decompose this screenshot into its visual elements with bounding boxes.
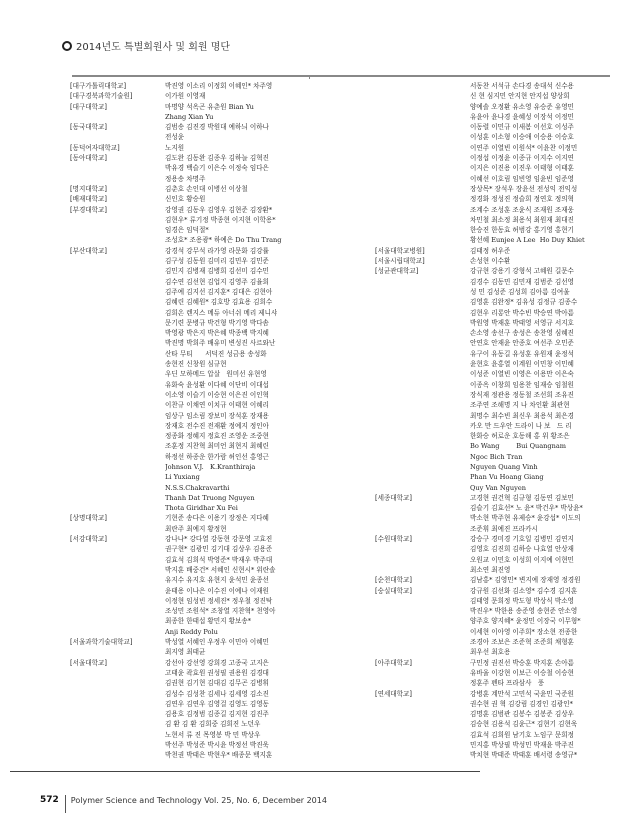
names-line: 마명양 석옥곤 유춘원 Bian Yu: [165, 102, 254, 111]
names-line: 김태영 문희정 박도형 박상식 박소영: [470, 596, 574, 605]
names-line: 한승진 한동효 허범강 홍기영 홍현기: [470, 226, 574, 235]
institution-label: [서울과학기술대학교]: [70, 638, 133, 647]
names-line: 권구현* 김광민 김기대 김상우 김용준: [165, 545, 273, 554]
names-line: 박진우* 박한용 송준영 송현준 안소영: [470, 607, 578, 616]
names-line: Nguyen Quang Vinh: [470, 462, 538, 471]
names-line: 김태정 허우준: [470, 246, 511, 255]
names-line: 구민정 권진선 박승훈 박지훈 손아름: [470, 658, 574, 667]
names-line: 김 환 김 환 김희중 김희진 노던우: [165, 720, 261, 729]
page-header: [62, 38, 230, 53]
names-line: 박유경 백슬기 이은수 이정숙 임다은: [165, 164, 269, 173]
member-entry: [70, 205, 310, 246]
left-column: [70, 81, 310, 761]
top-rule: [72, 75, 610, 77]
names-line: 이찬규 이채연 이치규 이태현 이혜리: [165, 401, 269, 410]
names-line: 손소영 송선구 송성은 송찬영 심혜진: [470, 329, 574, 338]
institution-label: [순천대학교]: [375, 576, 412, 585]
names-line: 김춘호 손인대 이병선 이상철: [165, 184, 248, 193]
names-line: 유바울 이강현 이보근 이승철 이승현: [470, 668, 574, 677]
member-entry: [375, 493, 615, 534]
institution-label: [대구경북과학기술원]: [70, 92, 133, 101]
names-line: 손성현 이수환: [470, 257, 511, 266]
member-entry: [70, 513, 310, 534]
names-line: 이정섭 이정윤 이종규 이지수 이지연: [470, 154, 574, 163]
member-names: [470, 493, 583, 534]
names-line: Anji Reddy Polu: [165, 627, 218, 636]
institution-label: [상명대학교]: [70, 514, 107, 523]
member-names: [165, 91, 205, 101]
names-line: 이지은 이진용 이진우 이태형 이태훈: [470, 164, 574, 173]
names-line: 김수연 김선현 김업지 김영주 김율희: [165, 277, 269, 286]
names-line: 임상구 임소림 장보미 장석훈 장재용: [165, 411, 269, 420]
names-line: 강경석 강무석 라가영 라문화 김강률: [165, 246, 269, 255]
names-line: 유구이 유동길 유성훈 유원재 윤정석: [470, 349, 574, 358]
names-line: 이성준 이열빈 이영은 이용만 이은숙: [470, 370, 574, 379]
names-line: 김희온 렌지스 메듀 아너쉬 메리 제니샤: [165, 308, 278, 317]
names-line: 이소영 이슬기 이승현 이은진 이인혁: [165, 390, 269, 399]
institution-label: [성균관대학교]: [375, 267, 419, 276]
member-names: [165, 658, 272, 761]
names-line: 노현서 류 진 목영봉 박 민 박상우: [165, 730, 261, 739]
member-names: [470, 658, 574, 689]
names-line: 문기련 문병규 박건형 박기영 박다솜: [165, 318, 269, 327]
names-line: 노지원: [165, 143, 185, 152]
names-line: 박선주 박성준 박시윤 박정선 박진욱: [165, 741, 269, 749]
names-line: 조준휘 최예진 프라카시: [470, 524, 538, 533]
names-line: 송현진 신창원 심규현: [165, 360, 227, 369]
institution-label: [375, 81, 470, 246]
names-line: 이성훈 이소형 이승애 이승용 이승호: [470, 133, 574, 142]
member-entry: [70, 81, 310, 91]
names-line: 김권현 김기현 김대김 김무곤 김병휘: [165, 679, 269, 688]
page-header-title: 2014년도 특별회원사 및 회원 명단: [76, 42, 231, 53]
names-line: 최란주 최예지 황정현: [165, 524, 227, 533]
names-line: 하정선 하종운 한가람 허인선 홍영근: [165, 452, 269, 461]
institution-label: [서울대학교병원]: [375, 246, 425, 255]
names-line: 김현우 리롱안 박수빈 박승연 박아름: [470, 308, 574, 317]
names-line: Thota Giridhar Xu Fei: [165, 504, 238, 513]
institution-label: [서강대학교]: [70, 535, 107, 544]
names-line: 김경수 김동민 김민재 김범준 김선영: [470, 277, 574, 286]
member-names: [165, 81, 272, 91]
names-line: 안연호 안재윤 안종호 여선주 오민준: [470, 339, 574, 348]
right-column: [375, 81, 615, 761]
institution-label: [부경대학교]: [70, 205, 107, 214]
names-line: 김남홍* 김영민* 변지예 장재영 정경원: [470, 576, 581, 585]
names-line: 조경아 조보은 조준혁 조준희 채형훈: [470, 638, 574, 647]
top-rule-tick: [309, 75, 310, 79]
names-line: 이세현 이아영 이주희* 장소현 전종한: [470, 627, 578, 636]
names-line: 박진영 이소리 이정회 이혜인* 차주영: [165, 82, 273, 90]
names-line: 강영권 김동우 김영우 김현준 김장환*: [165, 205, 273, 214]
institution-label: [서울시립대학교]: [375, 257, 425, 266]
member-names: [470, 246, 510, 256]
names-line: 성 민 김성준 김성희 김아름 김여울: [470, 287, 570, 296]
names-line: 황선혜 Eunjee A Lee Ho Duy Khiet: [470, 236, 585, 245]
names-line: 조훈정 지찬혁 최미언 최현지 최혜린: [165, 442, 269, 451]
names-line: 박지훈 배중건* 서혜인 신현시* 위란솔: [165, 565, 276, 574]
member-names: [165, 102, 254, 123]
names-line: 산타 무티 서덕진 성금용 송성화: [165, 349, 267, 358]
names-line: 박소현 박주현 유제승* 윤강섭* 이도의: [470, 514, 581, 523]
names-line: 카오 만 드우안 드라이 나 보 드 리: [470, 421, 572, 430]
names-line: 강규현 강용기 강형석 고혜원 길문수: [470, 267, 574, 276]
institution-label: [숭실대학교]: [375, 586, 412, 595]
names-line: N.S.S.Chakravarthi: [165, 483, 230, 492]
names-line: 최소연 최진영: [470, 565, 511, 574]
names-line: 김현우* 류기정 박종현 이지현 이학용*: [165, 215, 276, 224]
names-line: 장재호 전수진 전재환 정예지 정인아: [165, 421, 269, 430]
names-line: 김구성 김동원 김미리 김민우 김민준: [165, 257, 269, 266]
institution-label: [대구대학교]: [70, 102, 107, 111]
names-line: 우딘 모하메드 압살 원미선 유현영: [165, 370, 267, 379]
member-names: [470, 81, 585, 246]
member-names: [470, 256, 510, 266]
names-line: 양주호 양지혜* 윤정민 이장국 이무형*: [470, 617, 581, 626]
names-line: 조주연 조해명 지 나 차인환 최관현: [470, 401, 570, 410]
names-line: 강규원 김선화 김소영* 김수경 김지훈: [470, 586, 578, 595]
names-line: 김슬기 김효선* 노 윤* 박건우* 박상윤*: [470, 504, 583, 513]
names-line: 유윤아 윤나경 윤혜성 이장석 이정민: [470, 112, 574, 121]
member-names: [165, 513, 269, 534]
member-names: [470, 575, 581, 585]
member-entry: [70, 153, 310, 184]
names-line: 신인호 황승원: [165, 195, 206, 204]
names-line: 이혜선 이호림 임빈영 임윤빈 임준영: [470, 174, 574, 183]
names-line: 김영훈 김완정* 김유성 김정규 김종수: [470, 298, 578, 307]
member-entry: [70, 122, 310, 143]
names-line: 김효석 김희원 남기호 노임구 문희정: [470, 730, 574, 739]
institution-label: [수원대학교]: [375, 535, 412, 544]
page-number: 572: [40, 795, 59, 805]
names-line: 서동찬 서석규 손다경 송대석 신수용: [470, 82, 574, 90]
names-line: 한화승 허로운 호동해 홍 위 황조은: [470, 432, 570, 441]
member-entry: [375, 256, 615, 266]
member-names: [165, 534, 276, 637]
names-line: Ngoc Bich Tran: [470, 452, 523, 461]
names-line: Bo Wang Bui Quangnam: [470, 442, 567, 451]
names-line: 박천권 박태은 박현우* 배종문 백지훈: [165, 751, 273, 760]
institution-label: [서울대학교]: [70, 658, 107, 667]
names-line: 임경은 임덕절*: [165, 226, 209, 235]
names-line: Zhang Xian Yu: [165, 112, 214, 121]
institution-label: [대구가톨릭대학교]: [70, 82, 127, 90]
member-entry: [70, 637, 310, 658]
footer-divider: [65, 795, 66, 813]
institution-label: [명지대학교]: [70, 184, 107, 193]
member-entry: [375, 534, 615, 575]
member-entry: [70, 184, 310, 194]
names-line: 김혜린 김혜원* 김호방 김효용 김희수: [165, 298, 273, 307]
member-names: [165, 153, 269, 184]
institution-label: [세종대학교]: [375, 493, 412, 502]
names-line: 차민철 최소정 최용석 최원재 최대진: [470, 215, 574, 224]
institution-label: [배재대학교]: [70, 195, 107, 204]
names-line: 김범송 김진경 박원대 예하늬 이하나: [165, 123, 269, 132]
names-line: 정경화 정성진 정슬희 정연호 정의혁: [470, 195, 574, 204]
member-names: [165, 184, 248, 194]
member-entry: [375, 246, 615, 256]
member-names: [470, 266, 577, 493]
names-line: 윤현호 윤홍열 이계원 이민창 이민혜: [470, 360, 574, 369]
names-line: 김민지 김병재 김병희 김선미 김수민: [165, 267, 269, 276]
names-line: 유화숙 윤성환 이다혜 이단비 이대섭: [165, 380, 269, 389]
names-line: 김영호 김진희 김하승 나효열 안상재: [470, 545, 574, 554]
names-line: 최지영 최태균: [165, 648, 206, 657]
names-line: 최명수 최수빈 최신우 최용석 최은경: [470, 411, 574, 420]
names-line: Thanh Dat Truong Nguyen: [165, 493, 255, 502]
names-line: 윤태용 이나은 이수진 이예나 이재원: [165, 586, 269, 595]
names-line: 정용송 차명주: [165, 174, 206, 183]
names-line: 장상목* 장석우 장윤선 전성익 전익성: [470, 184, 578, 193]
member-names: [165, 122, 269, 143]
member-names: [470, 534, 574, 575]
names-line: 김승현 김용석 김윤근* 김현기 김현욱: [470, 720, 578, 729]
member-names: [165, 637, 269, 658]
names-line: 권수현 권 혁 김강림 김경인 김광인*: [470, 699, 573, 708]
names-line: 이동렬 이민규 이새봄 이선호 이성주: [470, 123, 574, 132]
names-line: Phan Vu Hoang Giang: [470, 473, 544, 482]
institution-label: [동국대학교]: [70, 123, 107, 132]
institution-label: [동아대학교]: [70, 154, 107, 163]
names-line: 이가원 이영재: [165, 92, 206, 101]
names-line: 강선아 강선영 강희경 고종국 고지은: [165, 658, 269, 667]
names-line: 김성수 김성찬 김세나 김세영 김소진: [165, 689, 269, 698]
names-line: 오원교 이민호 이성희 이지예 이현민: [470, 555, 574, 564]
names-line: 조성민 조원석* 조창열 지찬혁* 천영아: [165, 607, 276, 616]
names-line: 최종한 한태섭 황민지 황보송*: [165, 617, 252, 626]
names-line: 김효석 김희석 박영준* 박재우 박주대: [165, 555, 273, 564]
names-line: 김주예 김지선 김지훈* 김대은 김현아: [165, 287, 273, 296]
member-entry: [375, 689, 615, 761]
member-names: [470, 586, 581, 658]
names-line: 유지수 유지호 유현지 윤석민 윤종선: [165, 576, 269, 585]
names-line: 김명훈 김범관 김봉수 김봉준 김상우: [470, 710, 574, 719]
institution-label: [동덕여자대학교]: [70, 143, 120, 152]
journal-citation: Polymer Science and Technology Vol. 25, No. 6, December 2014: [70, 795, 327, 805]
names-line: 민지홍 박상필 박성민 박재윤 박주진: [470, 741, 574, 749]
institution-label: [아주대학교]: [375, 658, 412, 667]
member-entry: [70, 91, 310, 101]
bullet-icon: [62, 41, 72, 51]
names-line: 조성호* 조용광* 하예은 Do Thu Trang: [165, 236, 282, 245]
names-line: 이연주 이열빈 이원석* 이윤찬 이정민: [470, 143, 578, 152]
names-line: 강승구 경미경 기호일 김병민 김연지: [470, 535, 574, 544]
names-line: 김용호 김정범 김종길 김지현 김진주: [165, 710, 269, 719]
names-line: 강병훈 계만석 고민석 국윤민 국준원: [470, 689, 574, 698]
member-names: [165, 143, 184, 153]
names-line: 조계수 조성훈 조윤식 조재원 조재웅: [470, 205, 574, 214]
names-line: 전성윤: [165, 133, 185, 142]
names-line: 박치현 박태준 박태훈 배서령 송영규*: [470, 751, 578, 760]
names-line: 정훈주 펜타 프라삼사 풍: [470, 679, 545, 688]
names-line: 김연우 김연우 김영걸 김영도 김영동: [165, 699, 269, 708]
names-line: 박원영 박재훈 박태영 서영규 서지호: [470, 318, 574, 327]
member-entry: [70, 246, 310, 514]
names-line: Quy Van Nguyen: [470, 483, 527, 492]
member-entry: [70, 534, 310, 637]
member-names: [470, 689, 577, 761]
names-line: 신 현 심지민 안지현 안지섭 양상희: [470, 92, 570, 101]
member-entry: [70, 102, 310, 123]
member-names: [165, 205, 282, 246]
institution-label: [부산대학교]: [70, 246, 107, 255]
names-line: 고태윤 곽효원 권성필 권용원 김경대: [165, 668, 269, 677]
names-line: 기현준 송다은 이용기 장정은 지다혜: [165, 514, 269, 523]
member-names: [165, 246, 277, 514]
member-names: [165, 194, 205, 204]
names-line: 고경현 권건혁 김규형 김동연 김보민: [470, 493, 574, 502]
member-entry: [375, 575, 615, 585]
member-entry: [70, 194, 310, 204]
names-line: 장식재 정관용 정동철 조선희 조유진: [470, 390, 574, 399]
page-footer: [40, 791, 327, 809]
institution-label: [연세대학교]: [375, 689, 412, 698]
names-line: 양예솔 오정환 유소영 유승준 유영민: [470, 102, 574, 111]
member-entry: [375, 266, 615, 493]
names-line: 박성열 서혜인 우정우 이민아 이혜민: [165, 638, 269, 647]
bottom-rule: [10, 771, 480, 772]
member-entry: [375, 81, 615, 246]
member-entry: [375, 658, 615, 689]
names-line: Li Yuxiang: [165, 473, 200, 482]
names-line: 김도완 김동완 김종우 김하늘 김혁진: [165, 154, 269, 163]
names-line: 최우선 최호용: [470, 648, 511, 657]
names-line: 박영광 박은지 박은혜 박종백 박지혜: [165, 329, 269, 338]
names-line: 박진명 박희주 배유미 변성진 사르와난: [165, 339, 276, 348]
member-entry: [375, 586, 615, 658]
names-line: 정종화 정혜지 정효진 조영운 조중현: [165, 432, 269, 441]
names-line: 이종옥 이창희 임용찬 임재승 임철원: [470, 380, 574, 389]
member-entry: [70, 143, 310, 153]
member-entry: [70, 658, 310, 761]
names-line: 이정현 임성빈 정세진* 정우철 정진탁: [165, 596, 273, 605]
names-line: 강나나* 강다열 강동현 강문영 고효진: [165, 535, 273, 544]
names-line: Johnson V.J. K.Kranthiraja: [165, 462, 256, 471]
